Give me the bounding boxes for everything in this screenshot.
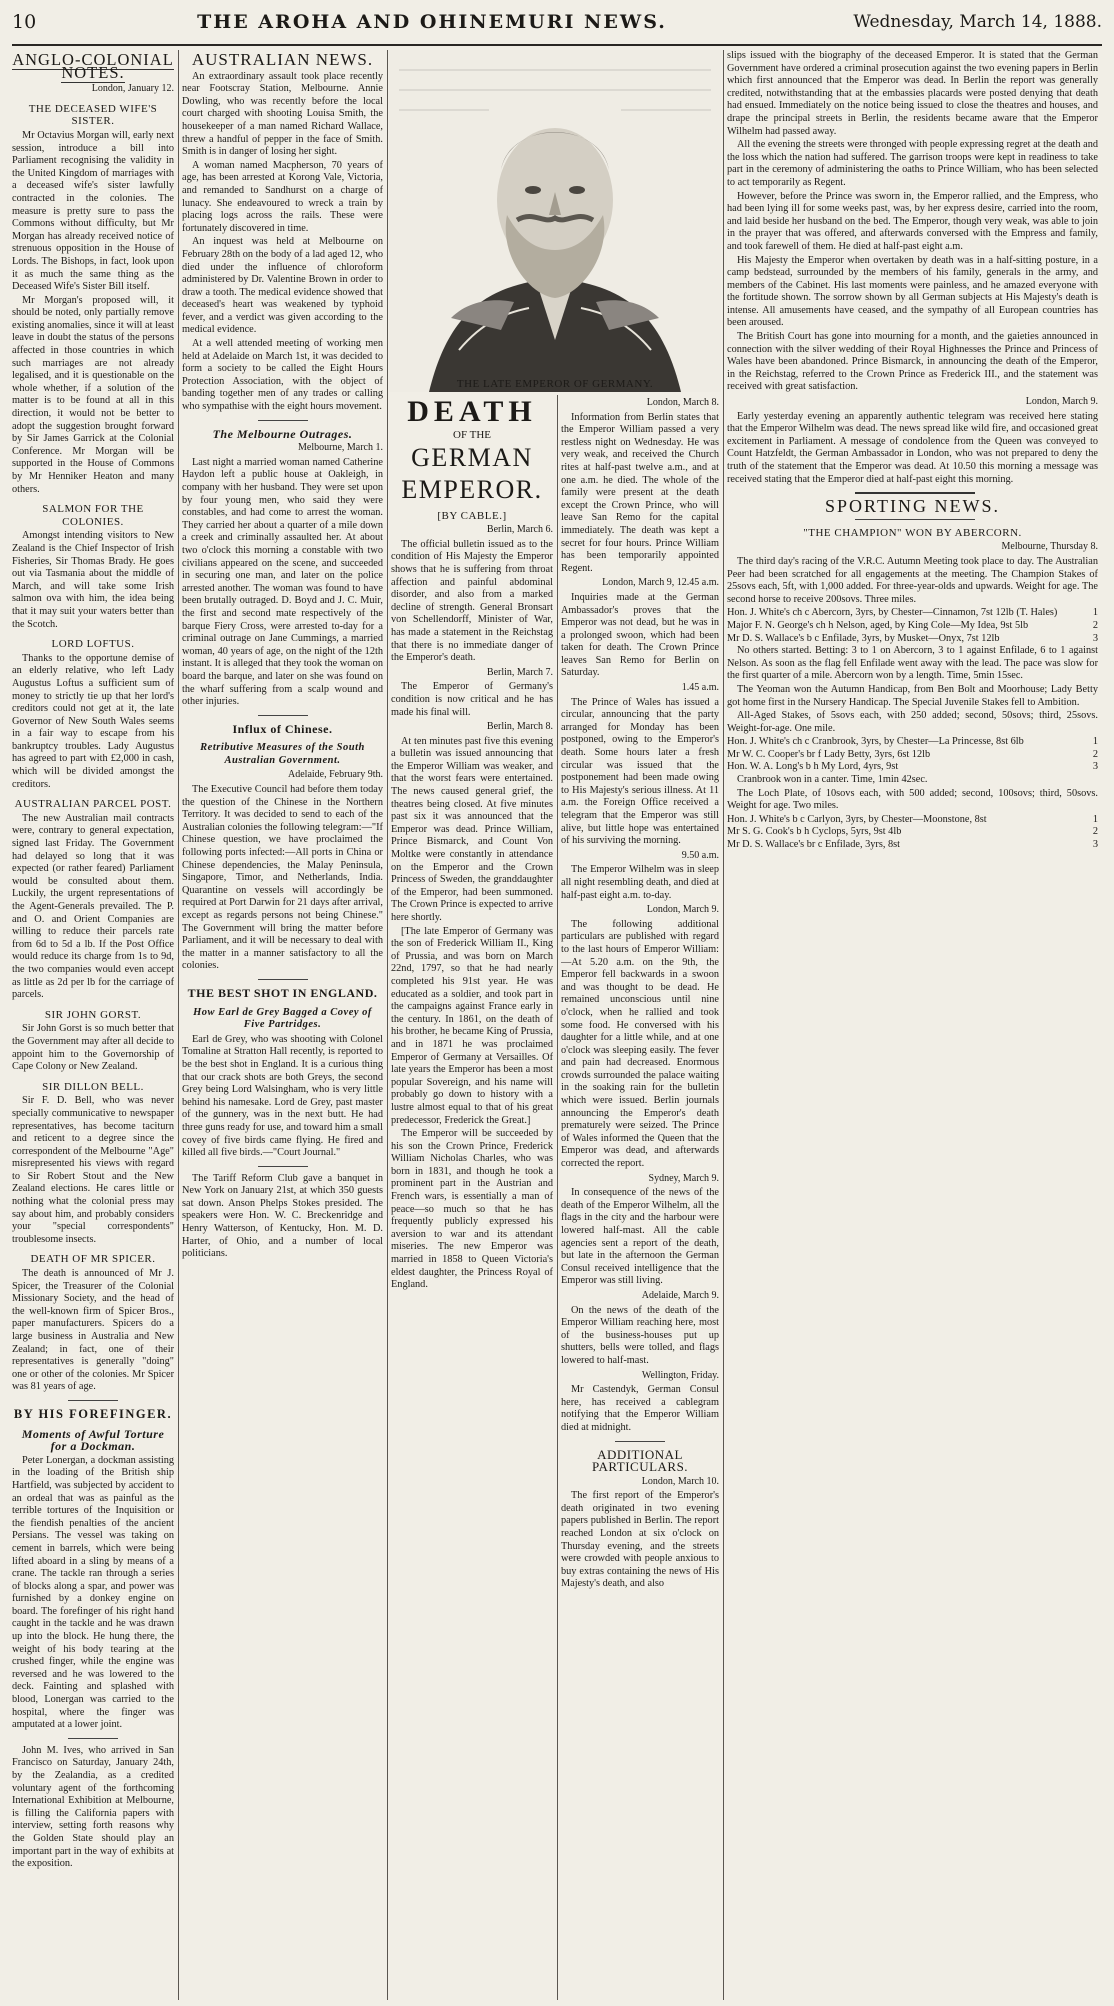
article-heading: SIR JOHN GORST. (44, 1008, 142, 1021)
divider (855, 492, 975, 494)
article-paragraph: Earl de Grey, who was shooting with Colonel Tomaline at Stratton Hall recently, is reported to be the best shot in England. It is a curious thing that our crack shots are both Greys, the second Grey being Lord Walsingham, who is very little behind his namesake. Lord de Grey, past master of the gunnery, was in the next butt. He had three guns ready for use, and toward him a small covey of five birds came flying. He fired and killed all five birds.—"Court Journal." (182, 1033, 383, 1159)
article-paragraph: His Majesty the Emperor when overtaken by death was in a half-sitting posture, in a camp bedstead, surrounded by the members of his family, generals in the army, and members of the Cabinet. His last moments were painless, and he amazed everyone with the fortitude shown. The sorrow shown by all German subjects at His Majesty's death is intense. All amusements have ceased, and the sympathy of all European countries has been aroused. (727, 254, 1098, 329)
race-result-row: Mr S. G. Cook's b h Cyclops, 5yrs, 9st 4lb 2 (727, 826, 1098, 838)
newspaper-title: THE AROHA AND OHINEMURI NEWS. (197, 11, 667, 33)
article-paragraph: All the evening the streets were thronged with people expressing regret at the death and the loss which the nation had suffered. The garrison troops were kept in readiness to take part in the ceremony of administering the oaths to Prince William, who has been selected to act temporarily as Regent. (727, 139, 1098, 188)
article-heading: THE DECEASED WIFE'S SISTER. (28, 102, 158, 128)
column-death-of-emperor (391, 395, 553, 2000)
race-result-row: Hon. J. White's ch c Cranbrook, 3yrs, by Chester—La Princesse, 8st 6lb 1 (727, 736, 1098, 748)
dateline: 9.50 a.m. (681, 849, 719, 861)
article-paragraph: A woman named Macpherson, 70 years of age, has been arrested at Korong Vale, Victoria, and remanded to Sandhurst on a charge of lunacy. She endeavoured to wreck a train by placing logs across the rails. These were fortunately discovered in time. (182, 159, 383, 234)
article-heading: "THE CHAMPION" WON BY ABERCORN. (803, 526, 1022, 539)
article-heading: The Melbourne Outrages. (212, 426, 353, 441)
divider (68, 1738, 118, 1739)
dateline: 1.45 a.m. (681, 682, 719, 694)
article-paragraph: The Yeoman won the Autumn Handicap, from Ben Bolt and Moorhouse; Lady Betty got home first in the Nursery Handicap. The Special Juvenile Stakes fell to Ambition. (727, 683, 1098, 708)
article-paragraph: slips issued with the biography of the deceased Emperor. It is stated that the German Government have ordered a criminal prosecution against the two evening papers in Berlin which first announced that the Emperor was dead. In Berlin the report was generally credited, notwithstanding that at the embassies placards were posted denying that death had ensued. Immediately on the notice being issued to close the theatres and houses, and drape the principal streets in Berlin, the residents became aware that the Emperor Wilhelm had passed away. (727, 50, 1098, 137)
dateline: Berlin, March 7. (486, 666, 553, 678)
column-australian-news (182, 50, 383, 2000)
article-heading: Influx of Chinese. (232, 721, 333, 736)
column-rule (557, 395, 558, 2000)
column-rule (178, 50, 179, 2000)
column-continued-and-sporting (727, 50, 1102, 2000)
article-paragraph: Last night a married woman named Catherine Haydon left a public house at Oakleigh, in company with her husband. They were set upon by four young men, who said they were constables, and had come to arrest the woman. They carried her about a quarter of a mile down a creek and criminally assaulted her. At about two o'clock this morning a constable with two civilians appeared on the scene, and succeeded in securing one man, and later on the police arrested another. The woman was found to have been brutally outraged. D. Boyd and J. C. Muir, the first and second mate respectively of the barque Fiery Cross, were arrested to-day for a criminal outrage on Jane Cummings, a married woman, 40 years of age, on the night of the 12th instant. It is alleged that they took the woman on board the barque, and later on she was found on the wharf suffering from a scalp wound and other injuries. (182, 456, 383, 708)
article-paragraph: The following additional particulars are published with regard to the last hours of Emperor William:—At 5.20 a.m. on the 9th, the Emperor fell backwards in a swoon and was thought to be dead. He remained unconscious until nine o'clock, when he rallied and took some food. He conversed with his daughter for a little while, and at one o'clock was sleeping easily. The fever and pain had decreased. Enormous crowds surrounded the palace waiting in the soaking rain for the bulletin which were issued. Berlin journals announcing the Emperor's death prematurely were seized. The Prince of Wales informed the Queen that the Emperor was dead, and afterwards corrected the report. (561, 918, 719, 1170)
dateline: Adelaide, February 9th. (288, 769, 383, 781)
column-berlin-reports (561, 395, 719, 2000)
divider (258, 715, 308, 716)
race-result-row: Major F. N. George's ch h Nelson, aged, by King Cole—My Idea, 9st 5lb 2 (727, 619, 1098, 631)
article-heading: ADDITIONAL PARTICULARS. (591, 1446, 689, 1475)
by-cable: [BY CABLE.] (437, 509, 507, 522)
article-paragraph: The British Court has gone into mourning for a month, and the gaieties announced in connection with the silver wedding of their Royal Highnesses the Prince and Princess of Wales have been abandoned. Prince Bismarck, in announcing the death of the Emperor, in the Reichstag, referred to the Crown Prince as Frederick III., and the statement was received with great satisfaction. (727, 331, 1098, 393)
article-paragraph: Information from Berlin states that the Emperor William passed a very restless night on Wednesday. He was very weak, and received the Church rites at half-past twelve a.m., and at one a.m. he died. The whole of the family were present at the death except the Crown Prince, who will leave San Remo for the capital immediately. The death was kept a secret for four hours. Prince William has been temporarily appointed Regent. (561, 411, 719, 574)
article-paragraph: At a well attended meeting of working men held at Adelaide on March 1st, it was decided to form a society to be called the Eight Hours Protection Association, with the object of banding together men of any trades or calling who sympathise with the eight hours movement. (182, 338, 383, 413)
article-heading: BY HIS FOREFINGER. (13, 1406, 173, 1421)
dateline: London, March 10. (641, 1475, 719, 1487)
issue-date: Wednesday, March 14, 1888. (853, 12, 1102, 32)
article-paragraph: Peter Lonergan, a dockman assisting in the loading of the British ship Hartfield, was subjected by accident to an ordeal that was as painful as the terrible tortures of the Inquisition or the fiendish penalties of the ancient Persians. The vessel was taking on cement in barrels, which were being lifted aboard in a sling by means of a crane. The tackle ran through a series of blocks along a spar, and power was furnished by a donkey engine on board. The forefinger of his right hand caught in the tackle and he was drawn up into the block. He hung there, the weight of his body tearing at the crushed finger, while the engine was reversed and he was lowered to the deck. Fainting and splashed with blood, Lonergan was carried to the hospital, where the finger was amputated at a lower joint. (12, 1454, 174, 1731)
race-result-row: Hon. J. White's b c Carlyon, 3yrs, by Chester—Moonstone, 8st 1 (727, 813, 1098, 825)
race-result-row: Hon. W. A. Long's b h My Lord, 4yrs, 9st 3 (727, 761, 1098, 773)
race-result-row: Mr D. S. Wallace's br c Enfilade, 3yrs, 8st 3 (727, 839, 1098, 851)
article-paragraph: [The late Emperor of Germany was the son of Frederick William II., King of Prussia, and was born on March 22nd, 1797, so that he had nearly completed his 91st year. He was educated as a soldier, and took part in the campaigns against France early in the century. In 1861, on the death of his brother, he became King of Prussia, and in 1871 he was proclaimed Emperor of Germany at Versailles. Of late years the Emperor has been a most popular Sovereign, and his name will probably go down to history with a lustre almost equal to that of his great predecessor, Frederick the Great.] (391, 925, 553, 1126)
article-paragraph: The Loch Plate, of 10sovs each, with 500 added; second, 100sovs; third, 50sovs. Weight for age. Two miles. (727, 787, 1098, 812)
article-paragraph: The Emperor Wilhelm was in sleep all night resembling death, and died at half-past eight a.m. to-day. (561, 864, 719, 901)
article-paragraph: Mr Morgan's proposed will, it should be noted, only partially remove existing anomalies, since it will at least leave in doubt the status of the persons affected in those countries in which such marriages are not already legalised, and it is questionable on the whole whether, if a solution of the matter is to be found at all in this direction, it would not be better to adopt the suggestion brought forward by Sir James Garrick at the Colonial Conference. Mr Morgan will be supported in the House of Commons by Mr Henniker Heaton and many others. (12, 294, 174, 495)
article-paragraph: An inquest was held at Melbourne on February 28th on the body of a lad aged 12, who died under the influence of chloroform administered by Dr. Valentine Brown in order to draw a tooth. The medical evidence showed that deceased's heart was weakened by typhoid fever, and a verdict was given according to the medical evidence. (182, 236, 383, 336)
dateline: Sydney, March 9. (648, 1172, 719, 1184)
article-heading: THE BEST SHOT IN ENGLAND. (187, 985, 378, 1000)
article-paragraph: On the news of the death of the Emperor William reaching here, most of the business-houses put up shutters, bells were tolled, and flags lowered to half-mast. (561, 1304, 719, 1366)
dateline: Berlin, March 8. (486, 721, 553, 733)
article-paragraph: Mr Castendyk, German Consul here, has received a cablegram notifying that the Emperor William died at midnight. (561, 1384, 719, 1433)
article-paragraph: Sir John Gorst is so much better that the Government may after all decide to appoint him to the Governorship of Cape Colony or New Zealand. (12, 1023, 174, 1073)
article-paragraph: Mr Octavius Morgan will, early next session, introduce a bill into Parliament recognising the validity in the United Kingdom of marriages with a deceased wife's sister lawfully contracted in the colonies. The measure is pretty sure to pass the Commons without difficulty, but Mr Morgan has already received notice of strenuous opposition in the House of Lords. The Bishops, in fact, look upon it as much the same thing as the Deceased Wife's Sister Bill itself. (12, 129, 174, 293)
masthead (12, 0, 1102, 46)
dateline: London, March 9, 12.45 a.m. (602, 577, 719, 589)
article-paragraph: The Emperor will be succeeded by his son the Crown Prince, Frederick William Nicholas Charles, who was born in 1831, and though he took a prominent part in the Austrian and French wars, is essentially a man of peace—so much so that he has frequently publicly expressed his aversion to war and its attendant miseries. The new Emperor was married in 1858 to Queen Victoria's eldest daughter, the Princess Royal of England. (391, 1128, 553, 1291)
article-paragraph: The new Australian mail contracts were, contrary to general expectation, signed last Friday. The Government had delayed so long that it was expected (or rather feared) Parliament would be consulted about them. Luckily, the urgent representations of the Agent-Generals prevailed. The P. and O. and Orient Companies are willing to reduce their parcels rate from 6d to 5d a lb. If the Post Office would reduce its charge from 1s to 9d, the two companies would even accept as little as 2d per lb for the carriage of parcels. (12, 812, 174, 1001)
article-paragraph: The Emperor of Germany's condition is now critical and he has made his final will. (391, 681, 553, 718)
divider (258, 979, 308, 980)
section-title-sporting: SPORTING NEWS. (825, 496, 1000, 517)
dateline: London, March 9. (1025, 396, 1098, 408)
article-heading: AUSTRALIAN PARCEL POST. (14, 798, 172, 811)
headline-of-the: OF THE (453, 429, 491, 441)
article-paragraph: Thanks to the opportune demise of an elderly relative, who left Lady Augustus Loftus a sufficient sum of money to strictly tie up that her lord's creditors could not get at it, the late Governor of New South Wales seems in a fair way to escape from his bankruptcy troubles. Lady Augustus has agreed to part with £2,000 in cash, which will be divided amongst the creditors. (12, 652, 174, 790)
portrait-caption: THE LATE EMPEROR OF GERMANY. (456, 378, 654, 390)
article-paragraph: John M. Ives, who arrived in San Francisco on Saturday, January 24th, by the Zealandia, as a credited voluntary agent of the forthcoming International Exhibition at Melbourne, is filling the California papers with interview, setting forth reasons why the Golden State should play an important part in the way of exhibits at the exposition. (12, 1744, 174, 1870)
article-paragraph: Early yesterday evening an apparently authentic telegram was received here stating that the Emperor Wilhelm was dead. The news spread like wild fire, and occasioned great excitement in Parliament. A message of condolence from the Queen was conveyed to Count Hatzfeldt, the German Ambassador in London, who was not prepared to deny the truth of the statement that the Emperor was dead. At 10.50 this morning a message was received stating that the Emperor died at half-past eight this morning. (727, 410, 1098, 485)
dateline: Berlin, March 6. (486, 524, 553, 536)
article-paragraph: Inquiries made at the German Ambassador's proves that the Emperor was not dead, but he was in a prolonged swoon, which had been taken for death. The Crown Prince leaves San Remo for Berlin on Saturday. (561, 591, 719, 679)
article-paragraph: However, before the Prince was sworn in, the Emperor rallied, and the Empress, who had been lying ill for some weeks past, was, by her express desire, carried into the room, and laid beside her husband on the bed. The Emperor, though very weak, was able to join in the prayer that was offered, and afterwards conversed with the Empress and family, and took farewell of them. He died at half-past eight a.m. (727, 190, 1098, 252)
race-result-row: Hon. J. White's ch c Abercorn, 3yrs, by Chester—Cinnamon, 7st 12lb (T. Hales) 1 (727, 607, 1098, 619)
column-anglo-colonial (12, 50, 174, 2000)
article-paragraph: At ten minutes past five this evening a bulletin was issued announcing that the Emperor William was weaker, and that the worst fears were entertained. The news caused general grief, the theatres being closed. At five minutes past six it was announced that the Emperor was dead. Prince William, Prince Bismarck, and Count Von Moltke were constantly in attendance on the Emperor and the Crown Princess of Sweden, the granddaughter of the Emperor, had been summoned. The Crown Prince is expected to arrive here shortly. (391, 735, 553, 923)
article-heading: SALMON FOR THE COLONIES. (42, 503, 144, 528)
article-paragraph: The third day's racing of the V.R.C. Autumn Meeting took place to day. The Australian Peer had been scratched for all engagements at the meeting. The Champion Stakes of 25sovs each, 5ft, with 1,000 added. For three-year-olds and upwards. Weight for age. The second horse to receive 200sovs. Three miles. (727, 555, 1098, 605)
article-paragraph: All-Aged Stakes, of 5sovs each, with 250 added; second, 50sovs; third, 25sovs. Weight-for-age. One mile. (727, 710, 1098, 734)
divider (258, 420, 308, 421)
section-title: AUSTRALIAN NEWS. (191, 50, 374, 69)
article-paragraph: The Tariff Reform Club gave a banquet in New York on January 21st, at which 350 guests sat down. Anson Phelps Stokes presided. The speakers were Hon. W. C. Breckenridge and Henry Watterson, of Kentucky, Hon. M. D. Harter, of Ohio, and a number of local politicians. (182, 1172, 383, 1260)
column-rule (723, 50, 724, 2000)
article-subheading: Moments of Awful Torture for a Dockman. (21, 1426, 165, 1454)
article-paragraph: An extraordinary assault took place recently near Footscray Station, Melbourne. Annie Dowling, who was recently before the local court charged with shooting Louisa Smith, the housekeeper of a man named Richard Wallace, threw a handful of pepper in the face of Smith. Smith is in danger of losing her sight. (182, 70, 383, 158)
article-paragraph: The first report of the Emperor's death originated in two evening papers published in Berlin. The report reached London at six o'clock on Thursday evening, and the streets were crowded with people anxious to buy extras containing the news of His Majesty's death, and also (561, 1490, 719, 1590)
headline-death: DEATH (407, 395, 537, 428)
dateline: Adelaide, March 9. (641, 1289, 719, 1301)
article-heading: LORD LOFTUS. (51, 638, 135, 651)
divider (258, 1166, 308, 1167)
page-number: 10 (12, 11, 37, 33)
dateline: Melbourne, March 1. (298, 442, 383, 454)
headline-german-emperor: GERMAN EMPEROR. (401, 442, 543, 504)
race-result-row: Mr W. C. Cooper's br f Lady Betty, 3yrs, 6st 12lb 2 (727, 748, 1098, 760)
article-paragraph: Amongst intending visitors to New Zealand is the Chief Inspector of Irish Fisheries, Sir Thomas Brady. He goes out via Tasmania about the middle of March, and will take some Irish salmon ova with him, the idea being that it may suit your waters better than the Scotch. (12, 530, 174, 630)
article-paragraph: The death is announced of Mr J. Spicer, the Treasurer of the Colonial Missionary Society, and the head of the well-known firm of Spicer Bros., paper manufacturers. Spicers do a large business in Australia and New Zealand; in fact, one of their representatives is generally "doing" one or other of the colonies. Mr Spicer was 81 years of age. (12, 1268, 174, 1393)
divider (615, 1441, 665, 1442)
dateline: London, January 12. (91, 83, 174, 95)
column-rule (387, 50, 388, 2000)
article-heading: DEATH OF MR SPICER. (30, 1253, 156, 1266)
divider (68, 1400, 118, 1401)
dateline: London, March 8. (646, 397, 719, 408)
article-paragraph: Cranbrook won in a canter. Time, 1min 42sec. (737, 774, 928, 786)
article-paragraph: The Executive Council had before them today the question of the Chinese in the Northern Territory. It was decided to send to each of the Australian colonies the following telegram:—"If Chinese question, we have proclaimed the following ports infected:—All ports in China or Chinese dependencies, the Malay Peninsula, Singapore, Timor, and Netherlands, India. Quarantine on vessels will accordingly be required at Port Darwin for 21 days after arrival, except as regards persons not being Chinese." The Government will bring the matter before Parliament, and it will be necessary to deal with the matter in a manner satisfactory to all the colonies. (182, 784, 383, 972)
dateline: Melbourne, Thursday 8. (1001, 541, 1098, 553)
article-paragraph: In consequence of the news of the death of the Emperor Wilhelm, all the flags in the city and the harbour were lowered half-mast. All the cable agencies sent a report of the death, but late in the afternoon the German Consul received intelligence that the Emperor was still living. (561, 1187, 719, 1287)
article-subheading: Retributive Measures of the South Australian Government. (200, 742, 365, 766)
article-paragraph: The Prince of Wales has issued a circular, announcing that the party arranged for Monday has been postponed, owing to the Emperor's death. Some hours later a fresh circular was issued that the postponement had been made owing to His Majesty's serious illness. At 11 a.m. the Foreign Office received a telegram that the Emperor was still alive, but little hope was entertained of his surviving the morning. (561, 696, 719, 847)
race-result-row: Mr D. S. Wallace's b c Enfilade, 3yrs, by Musket—Onyx, 7st 12lb 3 (727, 632, 1098, 644)
divider (855, 519, 975, 520)
article-subheading: How Earl de Grey Bagged a Covey of Five Partridges. (193, 1006, 372, 1031)
article-paragraph: The official bulletin issued as to the condition of His Majesty the Emperor shows that he is suffering from throat affection and painful abdominal disorder, and also from a marked decline of strength. General Bronsart von Schellendorff, Minister of War, has made a statement in the Reichstag that there is no immediate danger of the Emperor's death. (391, 538, 553, 664)
article-heading: SIR DILLON BELL. (42, 1080, 144, 1093)
article-paragraph: No others started. Betting: 3 to 1 on Abercorn, 3 to 1 against Enfilade, 6 to 1 against Nelson. As soon as the flag fell Enfilade went away with the lead. The pace was slow for the first quarter of a mile. Abercorn won by a length. Time, 5min 15sec. (727, 645, 1098, 682)
section-title: ANGLO-COLONIAL NOTES. (12, 50, 174, 82)
emperor-portrait (389, 50, 721, 392)
dateline: London, March 9. (646, 904, 719, 916)
article-paragraph: Sir F. D. Bell, who was never specially communicative to newspaper representatives, has become taciturn and reticent to a degree since the correspondent of the Melbourne "Age" misrepresented his views with regard to Sir Robert Stout and the New Zealand elections. He cares little or nothing what the colonial press may say about him, and probably considers your "special correspondents" troublesome insects. (12, 1095, 174, 1245)
dateline: Wellington, Friday. (641, 1369, 719, 1381)
